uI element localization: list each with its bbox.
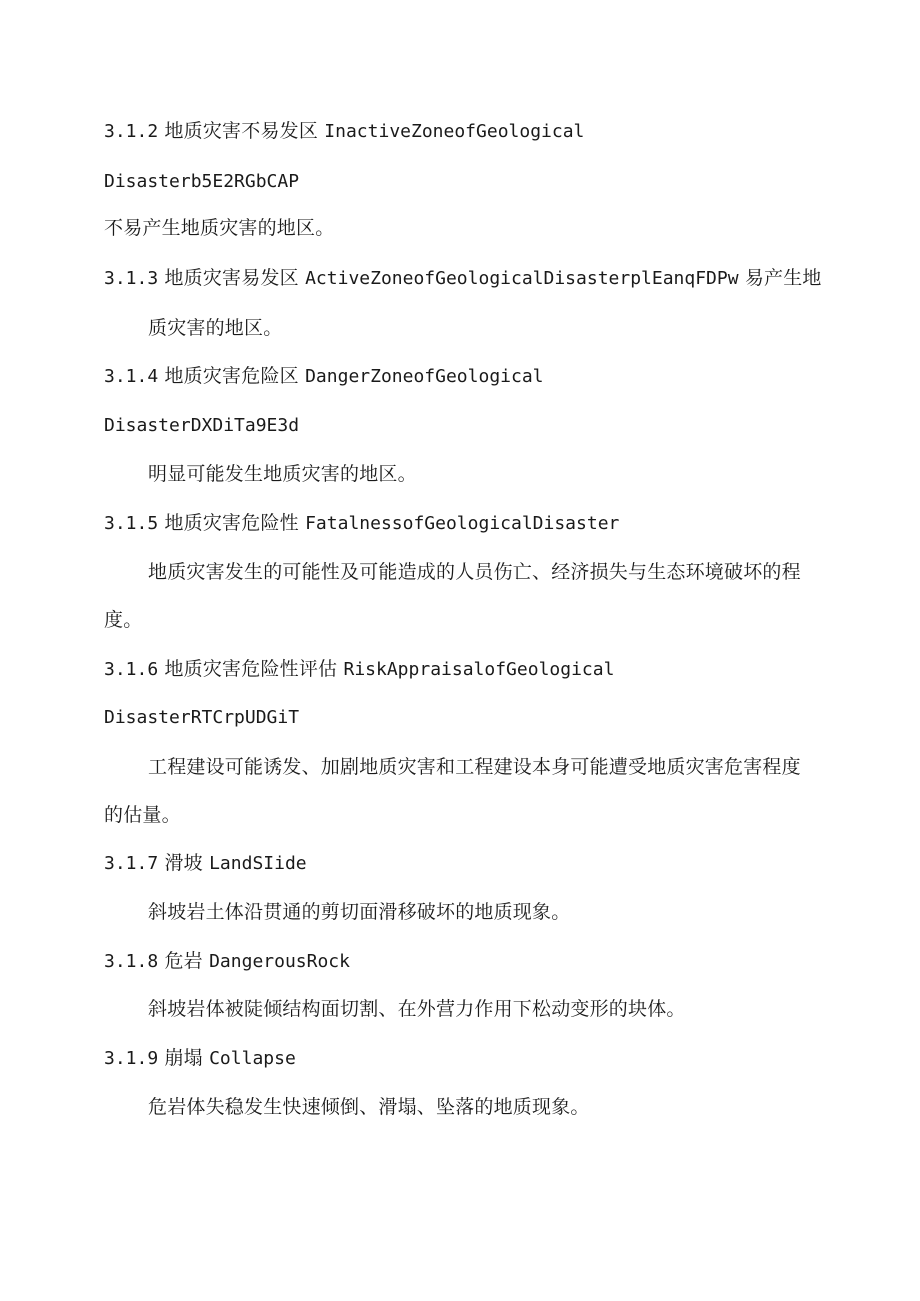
section-3-1-3-heading: [104, 266, 822, 291]
section-3-1-6-heading: [104, 657, 614, 682]
section-number: 3.1.4: [104, 366, 159, 387]
section-number: 3.1.6: [104, 659, 159, 680]
section-number: 3.1.8: [104, 951, 159, 972]
section-3-1-5-definition: 地质灾害发生的可能性及可能造成的人员伤亡、经济损失与生态环境破坏的程: [148, 561, 801, 583]
section-title-zh: 地质灾害易发区: [164, 267, 299, 289]
section-3-1-6-en-continuation: DisasterRTCrpUDGiT: [104, 707, 300, 728]
section-number: 3.1.5: [104, 513, 159, 534]
section-3-1-8-heading: [104, 949, 350, 974]
section-title-en: FatalnessofGeologicalDisaster: [305, 513, 620, 534]
section-title-en: DangerZoneofGeological: [305, 366, 544, 387]
definition-start: 易产生地: [744, 267, 822, 289]
section-3-1-7-definition: 斜坡岩土体沿贯通的剪切面滑移破坏的地质现象。: [148, 901, 571, 923]
section-title-en: ActiveZoneofGeologicalDisasterplEanqFDPw: [305, 268, 739, 289]
section-title-en: DangerousRock: [209, 951, 350, 972]
section-number: 3.1.9: [104, 1048, 159, 1069]
section-title-zh: 地质灾害危险性评估: [164, 658, 338, 680]
section-3-1-4-heading: [104, 364, 544, 389]
section-title-zh: 崩塌: [164, 1047, 203, 1069]
section-title-en: InactiveZoneofGeological: [324, 121, 585, 142]
section-3-1-3-definition-continuation: 质灾害的地区。: [148, 317, 283, 339]
section-3-1-4-en-continuation: DisasterDXDiTa9E3d: [104, 415, 300, 436]
section-3-1-9-definition: 危岩体失稳发生快速倾倒、滑塌、坠落的地质现象。: [148, 1096, 590, 1118]
section-3-1-2-en-continuation: Disasterb5E2RGbCAP: [104, 171, 300, 192]
section-3-1-6-definition: 工程建设可能诱发、加剧地质灾害和工程建设本身可能遭受地质灾害危害程度: [148, 756, 801, 778]
section-number: 3.1.2: [104, 121, 159, 142]
section-title-zh: 地质灾害危险性: [164, 512, 299, 534]
section-3-1-2-heading: [104, 119, 584, 144]
section-3-1-6-definition-continuation: 的估量。: [104, 804, 181, 826]
section-title-zh: 滑坡: [164, 852, 203, 874]
section-3-1-4-definition: 明显可能发生地质灾害的地区。: [148, 463, 417, 485]
section-title-en: RiskAppraisalofGeological: [343, 659, 615, 680]
section-3-1-5-definition-continuation: 度。: [104, 609, 143, 631]
section-3-1-5-heading: [104, 511, 619, 536]
section-title-en: Collapse: [209, 1048, 296, 1069]
section-title-zh: 地质灾害不易发区: [164, 120, 319, 142]
section-3-1-9-heading: [104, 1046, 296, 1071]
section-3-1-8-definition: 斜坡岩体被陡倾结构面切割、在外营力作用下松动变形的块体。: [148, 998, 686, 1020]
section-title-zh: 危岩: [164, 950, 203, 972]
section-3-1-2-definition: 不易产生地质灾害的地区。: [104, 217, 335, 239]
section-number: 3.1.7: [104, 853, 159, 874]
section-3-1-7-heading: [104, 851, 307, 876]
section-title-en: LandSIide: [209, 853, 307, 874]
section-title-zh: 地质灾害危险区: [164, 365, 299, 387]
section-number: 3.1.3: [104, 268, 159, 289]
